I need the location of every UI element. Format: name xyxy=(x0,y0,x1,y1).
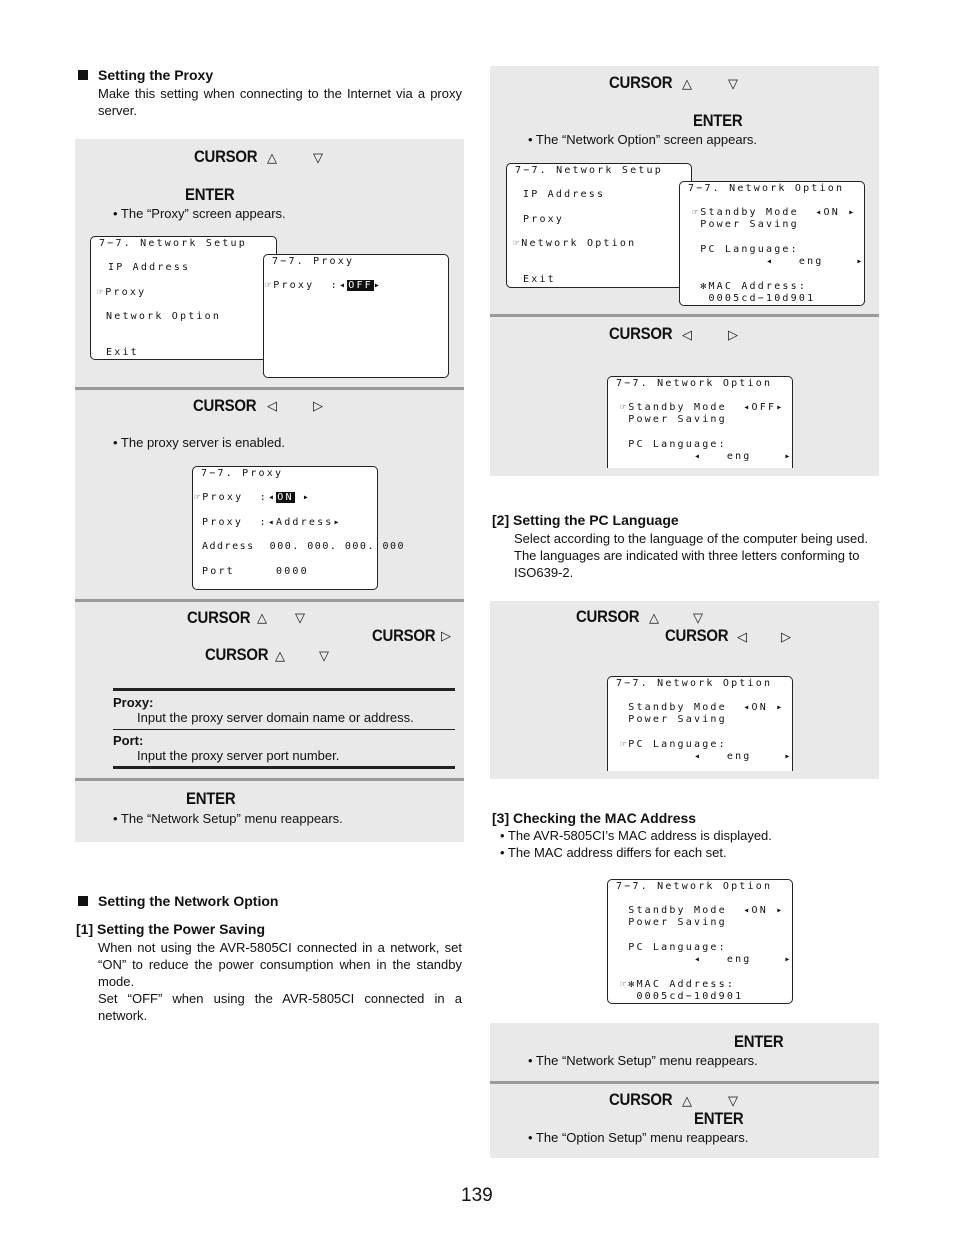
screen-item: Standby Mode ◂ON ▸ xyxy=(620,702,785,713)
page-number: 139 xyxy=(461,1185,493,1206)
cursor-key-label: CURSOR xyxy=(609,73,673,92)
screen-item: ☞Proxy xyxy=(97,287,147,298)
down-arrow-icon: ▽ xyxy=(295,610,305,625)
screen-item: 0005cd−10d901 xyxy=(620,991,744,1002)
screen-item: Power Saving xyxy=(620,414,727,425)
screen-title: 7−7. Proxy xyxy=(272,256,355,267)
proxy-step1-box xyxy=(75,139,464,387)
screen-item: IP Address xyxy=(523,189,606,200)
up-arrow-icon: △ xyxy=(267,150,277,165)
cursor-key-label: CURSOR xyxy=(194,147,258,166)
up-arrow-icon: △ xyxy=(275,648,285,663)
cursor-key-label: CURSOR xyxy=(576,607,640,626)
screen-title: 7−7. Network Option xyxy=(688,183,845,194)
down-arrow-icon: ▽ xyxy=(319,648,329,663)
enter-key-label: ENTER xyxy=(734,1032,784,1051)
screen-title: 7−7. Network Option xyxy=(616,378,773,389)
netopt-enter-box xyxy=(490,1023,879,1081)
cursor-key-label: CURSOR xyxy=(665,626,729,645)
cursor-key-label: CURSOR xyxy=(372,626,436,645)
network-option-screen-2 xyxy=(607,376,793,468)
screen-item: Proxy xyxy=(523,214,565,225)
power-saving-text2: Set “OFF” when using the AVR-5805CI connected in a network. xyxy=(98,991,462,1023)
enter-key-label: ENTER xyxy=(693,111,743,130)
screen-title: 7−7. Network Option xyxy=(616,678,773,689)
proxy-description: Make this setting when connecting to the Internet via a proxy server. xyxy=(98,86,462,118)
power-saving-title: [1] Setting the Power Saving xyxy=(76,921,266,937)
mac-address-title: [3] Checking the MAC Address xyxy=(492,810,697,826)
screen-item: PC Language: xyxy=(620,439,727,450)
left-arrow-icon: ◁ xyxy=(267,398,277,413)
proxy-off-screen xyxy=(263,254,449,378)
screen-item: Address 000. 000. 000. 000 xyxy=(202,541,406,552)
enter-key-label: ENTER xyxy=(186,789,236,808)
screen-title: 7−7. Network Option xyxy=(616,881,773,892)
screen-item: Power Saving xyxy=(692,219,799,230)
right-arrow-icon: ▸ xyxy=(294,492,312,503)
enter-key-label: ENTER xyxy=(185,185,235,204)
network-option-screen-4 xyxy=(607,879,793,1004)
screen-item: PC Language: xyxy=(620,942,727,953)
screen-item: Exit xyxy=(106,347,139,358)
up-arrow-icon: △ xyxy=(257,610,267,625)
netopt-final-box xyxy=(490,1084,879,1158)
definition-term: Proxy: xyxy=(113,695,154,710)
down-arrow-icon: ▽ xyxy=(313,150,323,165)
screen-item: Power Saving xyxy=(620,917,727,928)
proxy-on-value: ON xyxy=(277,492,294,503)
proxy-step4-bullet: • The “Network Setup” menu reappears. xyxy=(113,811,343,826)
screen-title: 7−7. Network Setup xyxy=(99,238,247,249)
screen-item: ☞Proxy :◂ xyxy=(194,492,277,503)
screen-item: ☞Proxy :◂ xyxy=(265,280,348,291)
cursor-key-label: CURSOR xyxy=(205,645,269,664)
screen-item: Network Option xyxy=(106,311,222,322)
screen-item: Port 0000 xyxy=(202,566,309,577)
right-arrow-icon: ▷ xyxy=(728,327,738,342)
up-arrow-icon: △ xyxy=(682,76,692,91)
up-arrow-icon: △ xyxy=(682,1093,692,1108)
screen-item: ◂ eng ▸ xyxy=(620,451,793,462)
cursor-key-label: CURSOR xyxy=(193,396,257,415)
definition-desc: Input the proxy server port number. xyxy=(137,748,340,763)
pc-language-box xyxy=(490,601,879,779)
screen-item: ☞✻MAC Address: xyxy=(620,979,736,990)
up-arrow-icon: △ xyxy=(649,610,659,625)
screen-item: IP Address xyxy=(108,262,191,273)
right-arrow-icon: ▷ xyxy=(781,629,791,644)
proxy-section-title: Setting the Proxy xyxy=(78,67,213,83)
netopt-step1-bullet: • The “Network Option” screen appears. xyxy=(528,132,758,147)
pc-language-text: Select according to the language of the computer being used. The languages are indicated with three letters conforming to ISO639-2. xyxy=(514,531,869,580)
network-option-screen-1 xyxy=(679,181,865,306)
right-arrow-icon: ▷ xyxy=(313,398,323,413)
proxy-step2-bullet: • The proxy server is enabled. xyxy=(113,435,285,450)
left-arrow-icon: ◁ xyxy=(737,629,747,644)
screen-title: 7−7. Network Setup xyxy=(515,165,663,176)
network-option-title: Setting the Network Option xyxy=(78,893,278,909)
netopt-step2-box xyxy=(490,317,879,476)
screen-item: ☞Network Option xyxy=(513,238,637,249)
network-setup-screen-2 xyxy=(506,163,692,288)
proxy-step3-box xyxy=(75,602,464,778)
definition-desc: Input the proxy server domain name or address. xyxy=(137,710,414,725)
screen-item: ☞PC Language: xyxy=(620,739,727,750)
definition-term: Port: xyxy=(113,733,144,748)
netopt-final-bullet: • The “Option Setup” menu reappears. xyxy=(528,1130,749,1145)
enter-key-label: ENTER xyxy=(694,1109,744,1128)
netopt-step1-box xyxy=(490,66,879,314)
proxy-step4-box xyxy=(75,781,464,842)
screen-item: 0005cd−10d901 xyxy=(692,293,816,304)
screen-item: ◂ eng ▸ xyxy=(620,751,793,762)
screen-title: 7−7. Proxy xyxy=(201,468,284,479)
netopt-enter-bullet: • The “Network Setup” menu reappears. xyxy=(528,1053,758,1068)
left-arrow-icon: ◁ xyxy=(682,327,692,342)
screen-item: ✻MAC Address: xyxy=(692,281,808,292)
mac-bullet-2: • The MAC address differs for each set. xyxy=(500,845,727,860)
proxy-definitions xyxy=(113,688,455,769)
mac-bullet-1: • The AVR-5805CI’s MAC address is displayed. xyxy=(500,828,772,843)
screen-item: Exit xyxy=(523,274,556,285)
cursor-key-label: CURSOR xyxy=(609,1090,673,1109)
screen-item: PC Language: xyxy=(692,244,799,255)
proxy-step1-bullet: • The “Proxy” screen appears. xyxy=(113,206,286,221)
screen-item: ◂ eng ▸ xyxy=(620,954,793,965)
cursor-key-label: CURSOR xyxy=(609,324,673,343)
down-arrow-icon: ▽ xyxy=(728,1093,738,1108)
down-arrow-icon: ▽ xyxy=(693,610,703,625)
network-setup-screen xyxy=(90,236,277,360)
proxy-on-screen xyxy=(192,466,406,590)
proxy-off-value: OFF xyxy=(348,280,373,291)
screen-item: Proxy :◂Address▸ xyxy=(202,517,342,528)
screen-item: Standby Mode ◂ON ▸ xyxy=(620,905,785,916)
screen-item: Power Saving xyxy=(620,714,727,725)
cursor-key-label: CURSOR xyxy=(187,608,251,627)
screen-item: ☞Standby Mode ◂ON ▸ xyxy=(692,207,857,218)
screen-item: ◂ eng ▸ xyxy=(692,256,865,267)
down-arrow-icon: ▽ xyxy=(728,76,738,91)
right-arrow-icon: ▸ xyxy=(373,280,383,291)
pc-language-title: [2] Setting the PC Language xyxy=(492,512,679,528)
screen-item: ☞Standby Mode ◂OFF▸ xyxy=(620,402,785,413)
network-option-screen-3 xyxy=(607,676,793,771)
power-saving-text1: When not using the AVR-5805CI connected in a network, set “ON” to reduce the power consumption when in the standby mode. xyxy=(98,940,462,989)
proxy-step2-box xyxy=(75,390,464,599)
right-arrow-icon: ▷ xyxy=(441,628,451,643)
